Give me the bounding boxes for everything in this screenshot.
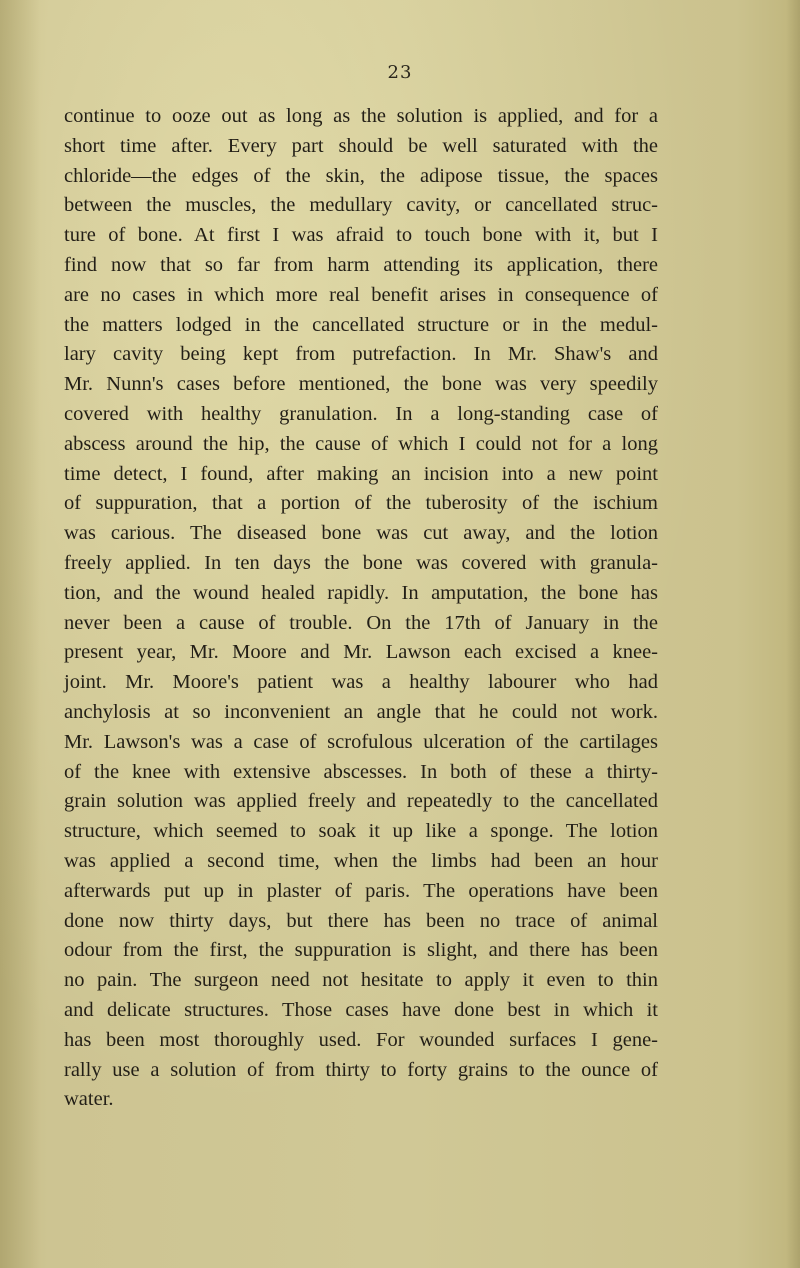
text-line: structure, which seemed to soak it up like a sponge. The lotion <box>64 820 658 843</box>
text-line: freely applied. In ten days the bone was covered with granula- <box>64 551 658 574</box>
text-line: of suppuration, that a portion of the tuberosity of the ischium <box>64 492 658 515</box>
text-line: done now thirty days, but there has been no trace of animal <box>64 909 658 932</box>
text-line: present year, Mr. Moore and Mr. Lawson each excised a knee- <box>64 641 658 664</box>
text-line: anchylosis at so inconvenient an angle that he could not work. <box>64 700 658 723</box>
text-line: Mr. Lawson's was a case of scrofulous ulceration of the cartilages <box>64 730 658 753</box>
text-line: rally use a solution of from thirty to forty grains to the ounce of <box>64 1058 658 1081</box>
text-line: find now that so far from harm attending its application, there <box>64 253 658 276</box>
text-line: afterwards put up in plaster of paris. The operations have been <box>64 879 658 902</box>
page-edge-shadow <box>786 0 800 1268</box>
text-line: continue to ooze out as long as the solution is applied, and for a <box>64 105 658 127</box>
text-line: no pain. The surgeon need not hesitate to apply it even to thin <box>64 969 658 992</box>
text-line: covered with healthy granulation. In a long-standing case of <box>64 402 658 425</box>
page-number: 23 <box>387 62 413 83</box>
text-line: time detect, I found, after making an incision into a new point <box>64 462 658 485</box>
text-line: odour from the first, the suppuration is slight, and there has been <box>64 939 658 962</box>
text-line: short time after. Every part should be well saturated with the <box>64 134 658 157</box>
text-line: was applied a second time, when the limbs had been an hour <box>64 849 658 872</box>
body-paragraph <box>64 102 658 1115</box>
text-line: was carious. The diseased bone was cut away, and the lotion <box>64 522 658 545</box>
text-line: tion, and the wound healed rapidly. In amputation, the bone has <box>64 581 658 604</box>
text-line: Mr. Nunn's cases before mentioned, the bone was very speedily <box>64 373 658 396</box>
text-line: water. <box>64 1088 114 1111</box>
text-line: chloride—the edges of the skin, the adipose tissue, the spaces <box>64 164 658 187</box>
text-line: lary cavity being kept from putrefaction. In Mr. Shaw's and <box>64 343 658 366</box>
text-line: and delicate structures. Those cases have done best in which it <box>64 998 658 1021</box>
text-line: abscess around the hip, the cause of which I could not for a long <box>64 432 658 455</box>
text-line: ture of bone. At first I was afraid to touch bone with it, but I <box>64 224 658 247</box>
text-line: of the knee with extensive abscesses. In both of these a thirty- <box>64 760 658 783</box>
text-line: between the muscles, the medullary cavity, or cancellated struc- <box>64 194 658 217</box>
text-line: never been a cause of trouble. On the 17th of January in the <box>64 611 658 634</box>
page-gutter-shadow <box>0 0 40 1268</box>
text-line: has been most thoroughly used. For wounded surfaces I gene- <box>64 1028 658 1051</box>
text-line: are no cases in which more real benefit arises in consequence of <box>64 283 658 306</box>
text-line: grain solution was applied freely and repeatedly to the cancellated <box>64 790 658 813</box>
text-line: the matters lodged in the cancellated structure or in the medul- <box>64 313 658 336</box>
text-line: joint. Mr. Moore's patient was a healthy labourer who had <box>64 671 658 694</box>
